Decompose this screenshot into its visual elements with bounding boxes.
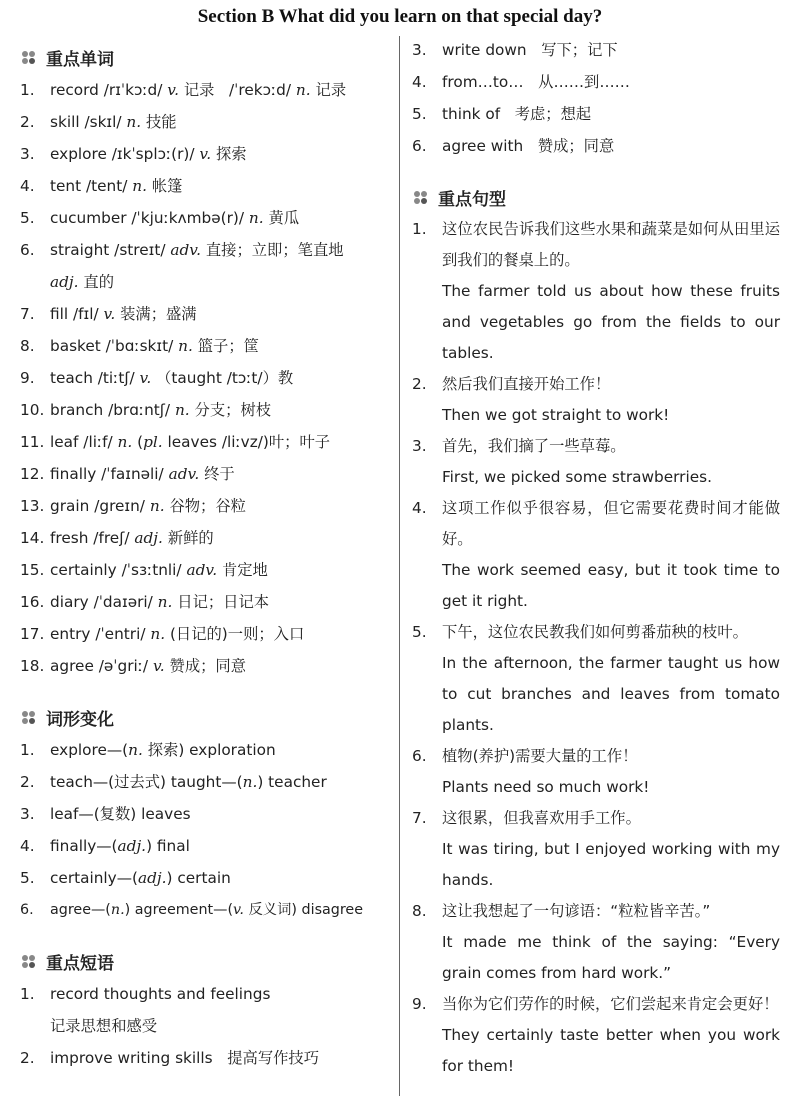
bullet-dots-icon (20, 953, 40, 969)
bullet-dots-icon (20, 49, 40, 65)
list-item: 1. record /rɪˈkɔːd/ v. 记录 /ˈrekɔːd/ n. 记录 (20, 81, 347, 99)
section-vocab-heading: 重点单词 (20, 40, 385, 74)
list-item: 1. 这位农民告诉我们这些水果和蔬菜是如何从田里运到我们的餐桌上的。 The farmer told us about how these fruits and vegetables go from the fields to our tables. (412, 220, 780, 362)
list-item: 14. fresh /freʃ/ adj. 新鲜的 (20, 529, 214, 547)
list-item: 2. improve writing skills 提高写作技巧 (20, 1049, 320, 1067)
list-item: 16. diary /ˈdaɪəri/ n. 日记；日记本 (20, 593, 270, 611)
list-item: 4. finally—(adj.) final (20, 837, 190, 855)
list-item: 17. entry /ˈentri/ n. (日记的)一则；入口 (20, 625, 305, 643)
list-item: 11. leaf /liːf/ n. (pl. leaves /liːvz/)叶；叶子 (20, 433, 331, 451)
list-item: 9. 当你为它们劳作的时候，它们尝起来肯定会更好！ They certainly taste better when you work for them! (412, 995, 780, 1075)
list-item: 13. grain /greɪn/ n. 谷物；谷粒 (20, 497, 246, 515)
section-sentences-heading: 重点句型 (412, 180, 780, 214)
left-column (20, 36, 385, 1074)
list-item: 9. teach /tiːtʃ/ v. （taught /tɔːt/）教 (20, 369, 294, 387)
page-title: Section B What did you learn on that special day? (197, 6, 603, 27)
list-item: 6. agree with 赞成；同意 (412, 137, 615, 155)
list-item: 15. certainly /ˈsɜːtnli/ adv. 肯定地 (20, 561, 268, 579)
column-divider (399, 36, 400, 1096)
section-forms-heading: 词形变化 (20, 700, 385, 734)
list-item: 4. 这项工作似乎很容易，但它需要花费时间才能做好。 The work seemed easy, but it took time to get it right. (412, 499, 780, 610)
list-item: 18. agree /əˈgriː/ v. 赞成；同意 (20, 657, 247, 675)
vocab-list (20, 74, 385, 682)
list-item: 5. cucumber /ˈkjuːkʌmbə(r)/ n. 黄瓜 (20, 209, 300, 227)
list-item: 2. teach—(过去式) taught—(n.) teacher (20, 773, 327, 791)
list-item: 7. 这很累，但我喜欢用手工作。 It was tiring, but I enjoyed working with my hands. (412, 809, 780, 889)
list-item: 4. tent /tent/ n. 帐篷 (20, 177, 183, 195)
phrases-list-right (412, 34, 780, 162)
list-item: 1. record thoughts and feelings 记录思想和感受 (20, 985, 271, 1035)
section-phrases-heading: 重点短语 (20, 944, 385, 978)
list-item: 2. skill /skɪl/ n. 技能 (20, 113, 177, 131)
list-item: 1. explore—(n. 探索) exploration (20, 741, 276, 759)
list-item: 12. finally /ˈfaɪnəli/ adv. 终于 (20, 465, 235, 483)
list-item: 3. write down 写下；记下 (412, 41, 618, 59)
list-item: 5. think of 考虑；想起 (412, 105, 592, 123)
right-column (412, 36, 780, 1082)
bullet-dots-icon (20, 709, 40, 725)
list-item: 8. basket /ˈbɑːskɪt/ n. 篮子；筐 (20, 337, 259, 355)
phrases-list-left (20, 978, 385, 1074)
bullet-dots-icon (412, 189, 432, 205)
list-item: 3. leaf—(复数) leaves (20, 805, 191, 823)
list-item: 3. 首先，我们摘了一些草莓。 First, we picked some strawberries. (412, 437, 712, 486)
list-item: 8. 这让我想起了一句谚语：“粒粒皆辛苦。” It made me think of the saying: “Every grain comes from hard work.” (412, 902, 780, 982)
list-item: 6. 植物(养护)需要大量的工作！ Plants need so much work! (412, 747, 650, 796)
list-item: 2. 然后我们直接开始工作！ Then we got straight to work! (412, 375, 670, 424)
list-item: 3. explore /ɪkˈsplɔː(r)/ v. 探索 (20, 145, 247, 163)
list-item: 4. from…to… 从……到…… (412, 73, 630, 91)
forms-list (20, 734, 385, 926)
sentences-list (412, 214, 780, 1082)
list-item: 5. 下午，这位农民教我们如何剪番茄秧的枝叶。 In the afternoon, the farmer taught us how to cut branches and leaves from tomato plants. (412, 623, 780, 734)
list-item: 10. branch /brɑːntʃ/ n. 分支；树枝 (20, 401, 272, 419)
list-item: 5. certainly—(adj.) certain (20, 869, 231, 887)
list-item: 7. fill /fɪl/ v. 装满；盛满 (20, 305, 197, 323)
list-item: 6. agree—(n.) agreement—(v. 反义词) disagree (20, 902, 364, 918)
list-item: 6. straight /streɪt/ adv. 直接；立即；笔直地 adj. 直的 (20, 241, 344, 291)
